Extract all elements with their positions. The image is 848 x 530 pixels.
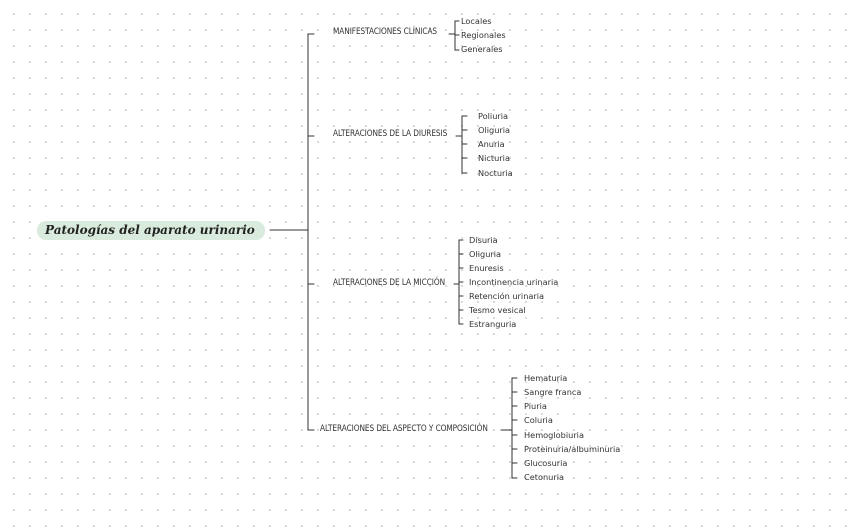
leaf-nocturia: Nocturia — [478, 168, 513, 178]
leaf-disuria: Disuria — [469, 235, 498, 245]
branch-alteraciones-aspecto: ALTERACIONES DEL ASPECTO Y COMPOSICIÓN — [320, 424, 488, 434]
leaf-oliguria: Oliguria — [478, 125, 511, 135]
leaf-anuria: Anuria — [478, 139, 505, 149]
leaf-generales: Generales — [461, 44, 503, 54]
leaf-oliguria-2: Oliguria — [469, 249, 502, 259]
leaf-hemoglobiuria: Hemoglobiuria — [524, 430, 584, 440]
leaf-hematuria: Hematuria — [524, 373, 568, 383]
leaf-incontinencia-urinaria: Incontinencia urinaria — [469, 277, 559, 287]
leaf-retencion-urinaria: Retención urinaria — [469, 291, 545, 301]
branch-alteraciones-miccion: ALTERACIONES DE LA MICCIÓN — [333, 278, 446, 288]
leaf-enuresis: Enuresis — [469, 263, 504, 273]
branch-alteraciones-diuresis: ALTERACIONES DE LA DIURESIS — [333, 129, 448, 139]
leaf-cetonuria: Cetonuria — [524, 472, 565, 482]
leaf-coluria: Coluria — [524, 415, 553, 425]
root-title: Patologías del aparato urinario — [37, 221, 265, 240]
branch-manifestaciones-clinicas: MANIFESTACIONES CLÍNICAS — [333, 27, 438, 37]
leaf-piuria: Piuria — [524, 401, 547, 411]
leaf-proteinuria-albuminuria: Proteinuria/albuminuria — [524, 444, 621, 454]
leaf-sangre-franca: Sangre franca — [524, 387, 582, 397]
leaf-regionales: Regionales — [461, 30, 506, 40]
leaf-poliuria: Poliuria — [478, 111, 509, 121]
leaf-locales: Locales — [461, 16, 492, 26]
leaf-tesmo-vesical: Tesmo vesical — [469, 305, 526, 315]
main-bracket — [308, 34, 314, 430]
leaf-nicturia: Nicturia — [478, 153, 510, 163]
leaf-glucosuria: Glucosuria — [524, 458, 568, 468]
leaf-estranguria: Estranguria — [469, 319, 517, 329]
